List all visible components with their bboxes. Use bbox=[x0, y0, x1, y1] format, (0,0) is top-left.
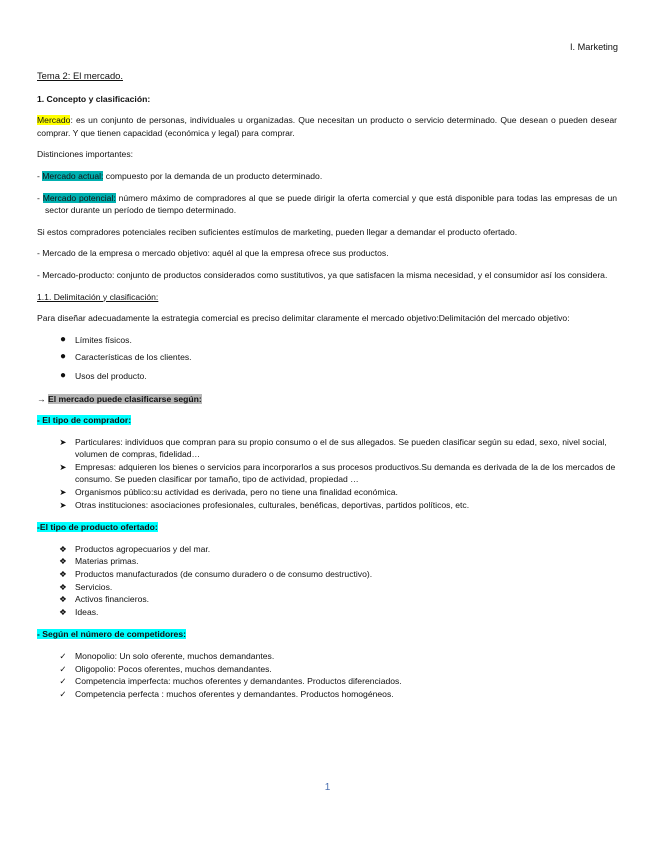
list-item-text: Otras instituciones: asociaciones profesionales, culturales, benéficas, deportivas, partidos políticos, etc. bbox=[75, 499, 470, 510]
check-icon: ✓ bbox=[59, 663, 67, 674]
mercado-paragraph bbox=[37, 114, 617, 139]
list-item bbox=[37, 581, 617, 594]
list-item bbox=[37, 568, 617, 581]
list-item bbox=[37, 436, 617, 461]
list-item bbox=[37, 370, 617, 383]
mercado-producto-item: - Mercado-producto: conjunto de productos considerados como sustitutivos, ya que satisfacen la misma necesidad, y el consumidor así los considera. bbox=[37, 269, 608, 280]
list-item-text: Usos del producto. bbox=[75, 370, 147, 381]
list-item bbox=[37, 675, 617, 688]
arrow-bullet-icon: ➤ bbox=[59, 499, 67, 510]
list-item-text: Materias primas. bbox=[75, 556, 139, 567]
list-item-text: Ideas. bbox=[75, 606, 99, 617]
product-types-list bbox=[37, 543, 617, 619]
list-item-text: Productos agropecuarios y del mar. bbox=[75, 543, 211, 554]
doc-title: Tema 2: El mercado. bbox=[37, 70, 123, 81]
competition-list bbox=[37, 650, 617, 700]
list-item bbox=[37, 486, 617, 499]
delimitation-paragraph: Para diseñar adecuadamente la estrategia comercial es preciso delimitar claramente el mercado objetivo:Delimitación del mercado objetivo: bbox=[37, 313, 570, 324]
list-item bbox=[37, 334, 617, 347]
list-item-text: Competencia perfecta : muchos oferentes y demandantes. Productos homogéneos. bbox=[75, 688, 394, 699]
potential-buyers-note: Si estos compradores potenciales reciben suficientes estímulos de marketing, pueden llegar a demandar el producto ofertado. bbox=[37, 226, 518, 237]
buyer-type-heading: El tipo de comprador: bbox=[42, 415, 132, 426]
list-item-text: Oligopolio: Pocos oferentes, muchos demandantes. bbox=[75, 663, 272, 674]
mercado-actual-term: Mercado actual: bbox=[42, 170, 104, 181]
mercado-potencial-item bbox=[37, 192, 617, 217]
diamond-bullet-icon: ❖ bbox=[59, 594, 67, 605]
diamond-bullet-icon: ❖ bbox=[59, 556, 67, 567]
list-item bbox=[37, 555, 617, 568]
diamond-bullet-icon: ❖ bbox=[59, 543, 67, 554]
diamond-bullet-icon: ❖ bbox=[59, 606, 67, 617]
document-body bbox=[37, 70, 617, 710]
product-type-heading: -El tipo de producto ofertado: bbox=[37, 522, 158, 533]
competitors-heading: Según el número de competidores: bbox=[42, 629, 186, 640]
classification-heading: El mercado puede clasificarse según: bbox=[47, 393, 202, 404]
list-item-text: Particulares: individuos que compran para su propio consumo o el de sus allegados. Se pueden clasificar según su edad, sexo, nivel social, volumen de compras, fidelidad… bbox=[75, 436, 607, 460]
list-item-text: Servicios. bbox=[75, 581, 113, 592]
mercado-term: Mercado bbox=[37, 115, 71, 126]
competitors-line bbox=[37, 628, 617, 641]
list-item-text: Límites físicos. bbox=[75, 334, 132, 345]
list-item-text: Productos manufacturados (de consumo duradero o de consumo destructivo). bbox=[75, 569, 373, 580]
buyer-type-dash: - bbox=[37, 415, 43, 426]
mercado-potencial-term: Mercado potencial: bbox=[42, 192, 116, 203]
list-item bbox=[37, 593, 617, 606]
dash: - bbox=[37, 192, 43, 203]
diamond-bullet-icon: ❖ bbox=[59, 581, 67, 592]
list-item bbox=[37, 351, 617, 364]
check-icon: ✓ bbox=[59, 688, 67, 699]
list-item-text: Monopolio: Un solo oferente, muchos demandantes. bbox=[75, 651, 275, 661]
check-icon: ✓ bbox=[59, 676, 67, 687]
buyer-types-list bbox=[37, 436, 617, 512]
section-heading-1: 1. Concepto y clasificación: bbox=[37, 93, 151, 104]
mercado-actual-def: compuesto por la demanda de un producto determinado. bbox=[103, 170, 323, 181]
check-icon: ✓ bbox=[59, 651, 67, 661]
section-heading-1-1: 1.1. Delimitación y clasificación: bbox=[37, 291, 159, 302]
list-item-text: Características de los clientes. bbox=[75, 352, 192, 363]
distinctions-label: Distinciones importantes: bbox=[37, 149, 134, 160]
mercado-objetivo-item: - Mercado de la empresa o mercado objetivo: aquél al que la empresa ofrece sus productos. bbox=[37, 248, 389, 259]
list-item bbox=[37, 606, 617, 619]
limits-list bbox=[37, 334, 617, 383]
list-item bbox=[37, 461, 617, 486]
buyer-type-line bbox=[37, 414, 617, 427]
dash: - bbox=[37, 170, 43, 181]
list-item bbox=[37, 543, 617, 556]
mercado-potencial-def: número máximo de compradores al que se puede dirigir la oferta comercial y que está disponible para todas las empresas de un sector durante un período de tiempo determinado. bbox=[45, 192, 618, 216]
list-item-text: Empresas: adquieren los bienes o servicios para incorporarlos a sus procesos productivos.Su demanda es derivada de la de los mercados de consumo. Se pueden clasificar por tamaño, tipo de actividad, propiedad … bbox=[75, 461, 616, 485]
bullet-icon: ● bbox=[59, 333, 67, 345]
list-item bbox=[37, 650, 617, 663]
arrow-bullet-icon: ➤ bbox=[59, 461, 67, 472]
running-header: I. Marketing bbox=[570, 42, 618, 52]
product-type-line bbox=[37, 521, 617, 534]
mercado-definition: : es un conjunto de personas, individuales u organizadas. Que necesitan un producto o servicio determinado. Que desean o pueden desear comprar. Y que tienen capacidad (económica y legal) para comprar. bbox=[37, 115, 617, 138]
list-item bbox=[37, 499, 617, 512]
bullet-icon: ● bbox=[59, 369, 67, 381]
page-number: 1 bbox=[324, 782, 331, 793]
list-item-text: Activos financieros. bbox=[75, 594, 150, 605]
arrow-icon: → bbox=[37, 393, 48, 404]
bullet-icon: ● bbox=[59, 351, 67, 363]
list-item-text: Competencia imperfecta: muchos oferentes y demandantes. Productos diferenciados. bbox=[75, 676, 402, 687]
mercado-actual-item bbox=[37, 170, 617, 183]
diamond-bullet-icon: ❖ bbox=[59, 569, 67, 580]
arrow-bullet-icon: ➤ bbox=[59, 436, 67, 447]
list-item bbox=[37, 688, 617, 701]
classification-line bbox=[37, 393, 617, 406]
arrow-bullet-icon: ➤ bbox=[59, 487, 67, 498]
list-item bbox=[37, 663, 617, 676]
list-item-text: Organismos público:su actividad es derivada, pero no tiene una finalidad económica. bbox=[75, 487, 398, 498]
competitors-dash: - bbox=[37, 629, 43, 640]
